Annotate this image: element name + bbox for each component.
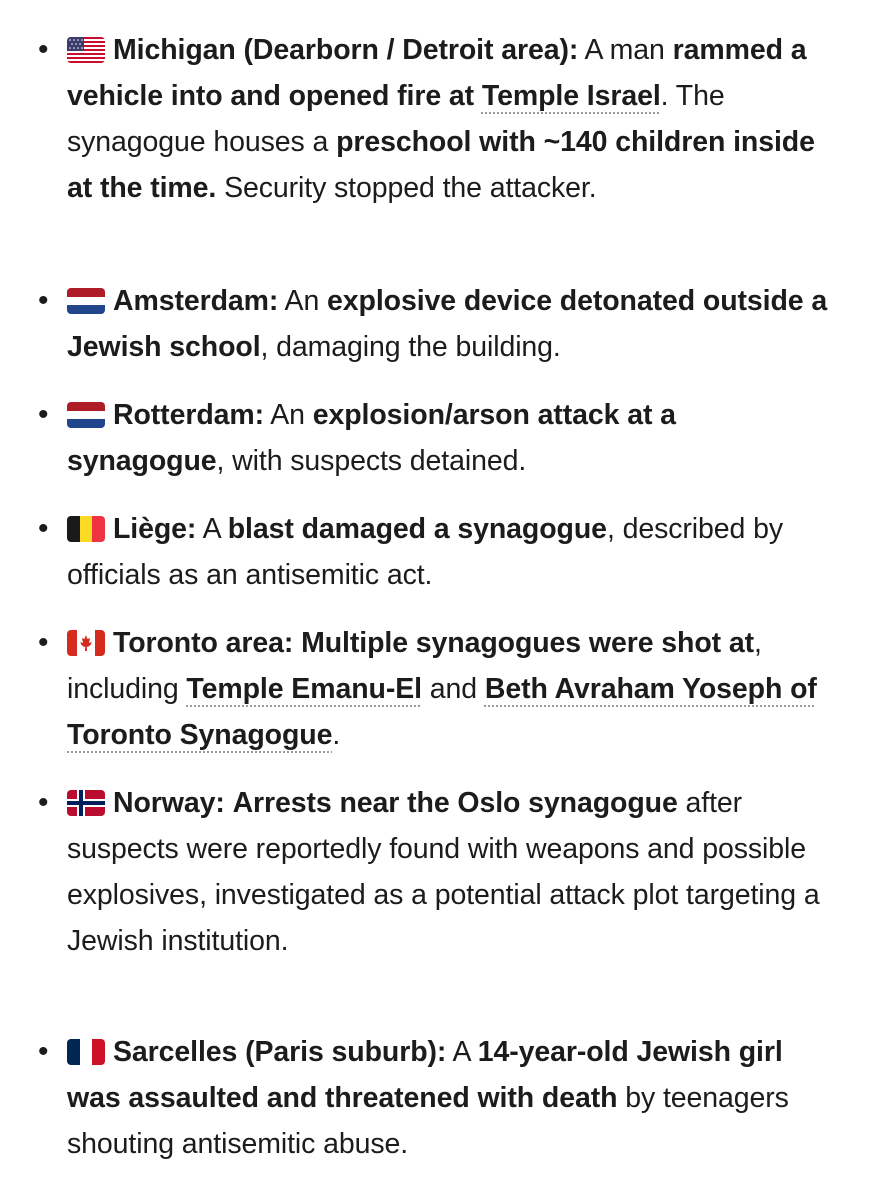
text-run: An [264,399,313,431]
bold-run: 14-year-old Jewish girl was assaulted and threatened with death [67,1036,783,1114]
bold-run: blast damaged a synagogue [227,513,607,545]
bold-run: explosion/arson attack at a synagogue [67,399,676,477]
netherlands-flag-icon [67,288,105,314]
belgium-flag-icon [67,516,105,542]
text-run: , described by officials as an antisemitic act. [67,513,783,591]
list-item-liege [0,506,869,598]
canada-flag-icon [67,630,105,656]
location-label: Rotterdam: [113,399,265,431]
item-text [67,27,837,211]
bullet: • [38,626,49,659]
text-run: Security stopped the attacker. [216,172,597,204]
bullet: • [38,1035,49,1068]
text-run: An [278,285,328,317]
text-run: after suspects were reportedly found with weapons and possible explosives, investigated as a potential attack plot targeting a Jewish institution. [67,787,820,957]
bullet: • [38,786,49,819]
list-item-toronto [0,620,869,758]
list-item-michigan [0,27,869,211]
location-label: Michigan (Dearborn / Detroit area): [113,34,579,66]
text-run: and [421,673,485,705]
bullet: • [38,284,49,317]
link-temple-israel[interactable]: Temple Israel [481,80,661,112]
text-run: . The synagogue houses a [67,80,725,158]
bold-run: Multiple synagogues were shot at [301,627,754,659]
location-label: Liège: [113,513,197,545]
bold-run: rammed a vehicle into and opened fire at [67,34,807,112]
text-run: by teenagers shouting antisemitic abuse. [67,1082,789,1160]
norway-flag-icon [67,790,105,816]
location-label: Amsterdam: [113,285,279,317]
location-label: Norway: [113,787,225,819]
item-text [67,392,837,484]
text-run: A [446,1036,478,1068]
france-flag-icon [67,1039,105,1065]
text-run: , damaging the building. [260,331,561,363]
bold-run: Arrests near the Oslo synagogue [232,787,678,819]
bold-run: explosive device detonated outside a Jewish school [67,285,828,363]
item-text [67,620,837,758]
link-temple-emanu-el[interactable]: Temple Emanu-El [186,673,422,705]
link-beth-avraham-yoseph[interactable]: Beth Avraham Yoseph of Toronto Synagogue [67,673,817,751]
text-run: . [332,719,341,751]
bullet: • [38,33,49,66]
bullet: • [38,512,49,545]
text-run: A [196,513,228,545]
location-label: Toronto area: [113,627,294,659]
list-item-amsterdam [0,278,869,370]
text-run: , including [67,627,762,705]
text-run: A man [578,34,673,66]
list-item-sarcelles [0,1029,869,1167]
item-text [67,278,837,370]
item-text [67,780,837,964]
item-text [67,506,837,598]
list-item-rotterdam [0,392,869,484]
text-run [225,787,233,819]
location-label: Sarcelles (Paris suburb): [113,1036,447,1068]
bullet: • [38,398,49,431]
us-flag-icon [67,37,105,63]
list-item-norway [0,780,869,964]
bold-run: preschool with ~140 children inside at the time. [67,126,815,204]
netherlands-flag-icon [67,402,105,428]
text-run [293,627,301,659]
item-text [67,1029,837,1167]
text-run: , with suspects detained. [216,445,527,477]
